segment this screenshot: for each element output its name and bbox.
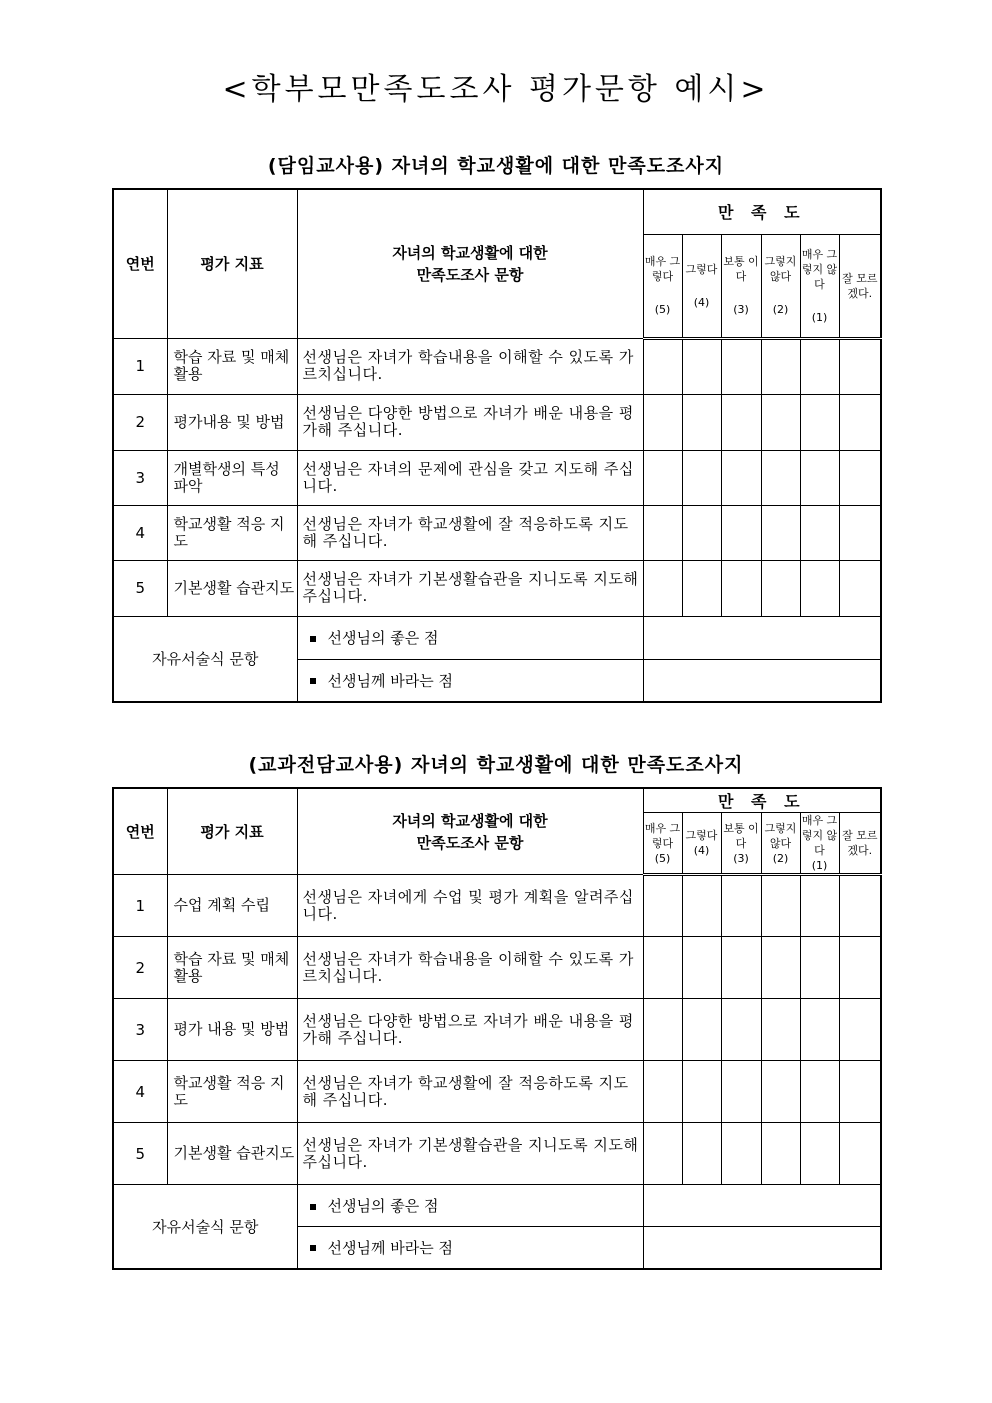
rating-cell[interactable] [682,875,721,937]
rating-cell[interactable] [839,1123,881,1185]
rating-cell[interactable] [682,505,721,560]
scale-score: (4) [693,844,710,857]
rating-cell[interactable] [643,999,682,1061]
row-question: 선생님은 다양한 방법으로 자녀가 배운 내용을 평가해 주십니다. [297,394,643,450]
row-indicator: 수업 계획 수립 [167,875,297,937]
row-no: 3 [113,450,167,505]
scale-label: 매우 그렇지 않다 [801,247,838,291]
rating-cell[interactable] [721,450,761,505]
header-no: 연번 [113,788,167,875]
row-question: 선생님은 자녀가 기본생활습관을 지니도록 지도해 주십니다. [297,1123,643,1185]
rating-cell[interactable] [643,338,682,394]
rating-cell[interactable] [643,505,682,560]
row-no: 5 [113,1123,167,1185]
header-satisfaction: 만 족 도 [643,189,881,234]
scale-col-4 [682,813,721,875]
rating-cell[interactable] [839,1061,881,1123]
rating-cell[interactable] [643,394,682,450]
row-question: 선생님은 자녀가 기본생활습관을 지니도록 지도해 주십니다. [297,560,643,616]
free-item-good-points [297,1185,643,1227]
scale-col-2 [761,813,800,875]
scale-score: (3) [733,303,749,316]
header-question [297,788,643,875]
rating-cell[interactable] [800,875,839,937]
row-indicator: 기본생활 습관지도 [167,560,297,616]
scale-col-5 [643,813,682,875]
scale-col-unknown [839,234,881,338]
scale-label: 보통 이다 [723,821,759,850]
rating-cell[interactable] [800,505,839,560]
rating-cell[interactable] [682,450,721,505]
rating-cell[interactable] [839,338,881,394]
scale-col-3 [721,813,761,875]
rating-cell[interactable] [761,560,800,616]
rating-cell[interactable] [643,1061,682,1123]
free-item-wishes [297,659,643,702]
rating-cell[interactable] [721,338,761,394]
rating-cell[interactable] [839,450,881,505]
rating-cell[interactable] [839,560,881,616]
rating-cell[interactable] [761,338,800,394]
rating-cell[interactable] [643,1123,682,1185]
rating-cell[interactable] [682,1061,721,1123]
rating-cell[interactable] [721,1123,761,1185]
rating-cell[interactable] [721,1061,761,1123]
row-no: 1 [113,338,167,394]
row-no: 3 [113,999,167,1061]
rating-cell[interactable] [682,999,721,1061]
row-question: 선생님은 자녀가 학습내용을 이해할 수 있도록 가르치십니다. [297,937,643,999]
row-indicator: 개별학생의 특성 파악 [167,450,297,505]
rating-cell[interactable] [839,875,881,937]
scale-col-1 [800,813,839,875]
rating-cell[interactable] [682,1123,721,1185]
rating-cell[interactable] [721,560,761,616]
header-satisfaction: 만 족 도 [643,788,881,813]
row-indicator: 학교생활 적응 지도 [167,1061,297,1123]
rating-cell[interactable] [800,394,839,450]
table-row [113,338,881,394]
row-no: 4 [113,1061,167,1123]
section1-table [112,188,882,703]
rating-cell[interactable] [839,394,881,450]
rating-cell[interactable] [800,450,839,505]
rating-cell[interactable] [761,394,800,450]
rating-cell[interactable] [721,875,761,937]
header-question-line2: 만족도조사 문항 [416,833,524,852]
bullet-icon [310,1204,316,1210]
scale-col-4 [682,234,721,338]
rating-cell[interactable] [800,937,839,999]
rating-cell[interactable] [800,338,839,394]
scale-label: 매우 그렇다 [644,255,681,283]
free-response-label: 자유서술식 문항 [113,1185,297,1269]
free-item-wishes [297,1227,643,1269]
table-row [113,394,881,450]
row-indicator: 학습 자료 및 매체 활용 [167,937,297,999]
rating-cell[interactable] [800,560,839,616]
scale-label: 보통 이다 [723,255,759,283]
rating-cell[interactable] [643,450,682,505]
header-no: 연번 [113,189,167,338]
header-indicator: 평가 지표 [167,788,297,875]
rating-cell[interactable] [721,937,761,999]
bullet-icon [310,636,316,642]
row-question: 선생님은 자녀가 학습내용을 이해할 수 있도록 가르치십니다. [297,338,643,394]
scale-col-5 [643,234,682,338]
rating-cell[interactable] [721,394,761,450]
free-answer-good-points[interactable] [643,616,881,659]
free-response-label: 자유서술식 문항 [113,616,297,702]
scale-score: (1) [811,859,828,872]
rating-cell[interactable] [682,394,721,450]
row-question: 선생님은 자녀의 문제에 관심을 갖고 지도해 주십니다. [297,450,643,505]
row-question: 선생님은 다양한 방법으로 자녀가 배운 내용을 평가해 주십니다. [297,999,643,1061]
scale-col-3 [721,234,761,338]
free-answer-wishes[interactable] [643,659,881,702]
table-row [113,1061,881,1123]
scale-col-2 [761,234,800,338]
bullet-icon [310,1245,316,1251]
row-indicator: 학교생활 적응 지도 [167,505,297,560]
rating-cell[interactable] [682,338,721,394]
rating-cell[interactable] [643,560,682,616]
rating-cell[interactable] [761,450,800,505]
scale-label: 그렇다 [685,829,718,842]
rating-cell[interactable] [839,999,881,1061]
header-question [297,189,643,338]
table-row [113,505,881,560]
free-answer-good-points[interactable] [643,1185,881,1227]
free-answer-wishes[interactable] [643,1227,881,1269]
scale-col-1 [800,234,839,338]
bullet-icon [310,678,316,684]
row-indicator: 학습 자료 및 매체 활용 [167,338,297,394]
scale-score: (2) [772,303,789,316]
rating-cell[interactable] [682,560,721,616]
rating-cell[interactable] [800,1123,839,1185]
row-no: 2 [113,394,167,450]
rating-cell[interactable] [839,937,881,999]
row-indicator: 평가내용 및 방법 [167,394,297,450]
rating-cell[interactable] [761,1123,800,1185]
row-no: 2 [113,937,167,999]
scale-score: (2) [772,851,789,865]
scale-label: 매우 그렇다 [644,821,681,850]
row-question: 선생님은 자녀에게 수업 및 평가 계획을 알려주십니다. [297,875,643,937]
table-row [113,1123,881,1185]
scale-label: 그렇지 않다 [764,255,797,283]
free-item-label: 선생님께 바라는 점 [327,671,453,690]
rating-cell[interactable] [761,505,800,560]
rating-cell[interactable] [643,937,682,999]
rating-cell[interactable] [721,505,761,560]
scale-label: 그렇다 [685,262,718,276]
free-item-label: 선생님의 좋은 점 [327,1197,439,1215]
rating-cell[interactable] [761,999,800,1061]
rating-cell[interactable] [761,1061,800,1123]
scale-label: 매우 그렇지 않다 [801,814,838,857]
rating-cell[interactable] [839,505,881,560]
free-item-label: 선생님의 좋은 점 [327,629,439,647]
row-question: 선생님은 자녀가 학교생활에 잘 적응하도록 지도해 주십니다. [297,1061,643,1123]
header-question-line2: 만족도조사 문항 [416,265,524,284]
scale-score: (4) [693,295,710,309]
rating-cell[interactable] [800,1061,839,1123]
scale-label: 잘 모르 겠다. [842,271,878,300]
scale-score: (5) [654,303,671,316]
table-row [113,999,881,1061]
rating-cell[interactable] [761,875,800,937]
scale-score: (3) [733,851,749,865]
row-no: 5 [113,560,167,616]
header-indicator: 평가 지표 [167,189,297,338]
rating-cell[interactable] [800,999,839,1061]
table-row [113,450,881,505]
scale-col-unknown [839,813,881,875]
scale-label: 그렇지 않다 [764,821,797,850]
rating-cell[interactable] [761,937,800,999]
table-row [113,937,881,999]
rating-cell[interactable] [643,875,682,937]
rating-cell[interactable] [721,999,761,1061]
row-no: 1 [113,875,167,937]
table-row [113,875,881,937]
free-item-label: 선생님께 바라는 점 [327,1238,453,1257]
scale-score: (1) [811,310,828,324]
table-row [113,560,881,616]
free-item-good-points [297,616,643,659]
scale-label: 잘 모르 겠다. [842,829,878,857]
page-title: <학부모만족도조사 평가문항 예시> [222,72,770,107]
row-indicator: 기본생활 습관지도 [167,1123,297,1185]
scale-score: (5) [654,851,671,865]
header-question-line1: 자녀의 학교생활에 대한 [392,811,548,830]
section1-title: (담임교사용) 자녀의 학교생활에 대한 만족도조사지 [267,155,725,177]
row-indicator: 평가 내용 및 방법 [167,999,297,1061]
section2-table [112,787,882,1270]
row-question: 선생님은 자녀가 학교생활에 잘 적응하도록 지도해 주십니다. [297,505,643,560]
header-question-line1: 자녀의 학교생활에 대한 [392,243,548,262]
rating-cell[interactable] [682,937,721,999]
section2-title: (교과전담교사용) 자녀의 학교생활에 대한 만족도조사지 [248,754,744,776]
row-no: 4 [113,505,167,560]
